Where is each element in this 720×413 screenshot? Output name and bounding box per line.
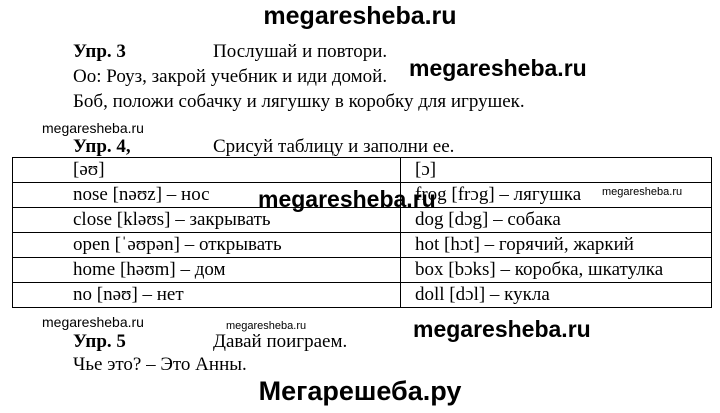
- watermark-bottom: Мегарешеба.ру: [258, 376, 462, 406]
- table-cell: dog [dɔg] – собака: [401, 208, 712, 233]
- watermark-1: megaresheba.ru: [409, 55, 587, 81]
- table-cell: nose [nəʊz] – нос: [13, 183, 401, 208]
- table-cell: home [həʊm] – дом: [13, 258, 401, 283]
- table-cell: close [kləʊs] – закрывать: [13, 208, 401, 233]
- exercise-4-label: Упр. 4,: [73, 136, 131, 157]
- exercise-3-instruction: Послушай и повтори.: [213, 41, 388, 62]
- watermark-top: megaresheba.ru: [263, 2, 457, 30]
- table-row: [13, 283, 712, 308]
- exercise-4-instruction: Срисуй таблицу и заполни ее.: [213, 136, 455, 157]
- watermark-4: megaresheba.ru: [602, 186, 683, 198]
- table-row: [13, 233, 712, 258]
- watermark-5: megaresheba.ru: [42, 314, 144, 330]
- watermark-6: megaresheba.ru: [226, 320, 307, 332]
- exercise-3-label: Упр. 3: [73, 41, 126, 62]
- table-cell: frog [frɔg] – лягушка: [401, 183, 712, 208]
- table-cell: no [nəʊ] – нет: [13, 283, 401, 308]
- header-cell-ou: [əʊ]: [13, 158, 401, 183]
- watermark-3: megaresheba.ru: [258, 186, 436, 212]
- table-header-row: [13, 158, 712, 183]
- exercise-3-line-1: Oo: Роуз, закрой учебник и иди домой.: [73, 66, 388, 87]
- table-cell: box [bɔks] – коробка, шкатулка: [401, 258, 712, 283]
- watermark-7: megaresheba.ru: [413, 316, 591, 342]
- exercise-5-line-1: Чье это? – Это Анны.: [73, 354, 247, 375]
- table-cell: hot [hɔt] – горячий, жаркий: [401, 233, 712, 258]
- table-row: [13, 258, 712, 283]
- exercise-5-instruction: Давай поиграем.: [213, 331, 348, 352]
- vocabulary-table: [12, 157, 712, 308]
- exercise-3-line-2: Боб, положи собачку и лягушку в коробку для игрушек.: [73, 91, 525, 112]
- watermark-2: megaresheba.ru: [42, 120, 144, 136]
- exercise-5-label: Упр. 5: [73, 331, 126, 352]
- table-cell: doll [dɔl] – кукла: [401, 283, 712, 308]
- table-cell: open [ˈəʊpən] – открывать: [13, 233, 401, 258]
- header-cell-o: [ɔ]: [401, 158, 712, 183]
